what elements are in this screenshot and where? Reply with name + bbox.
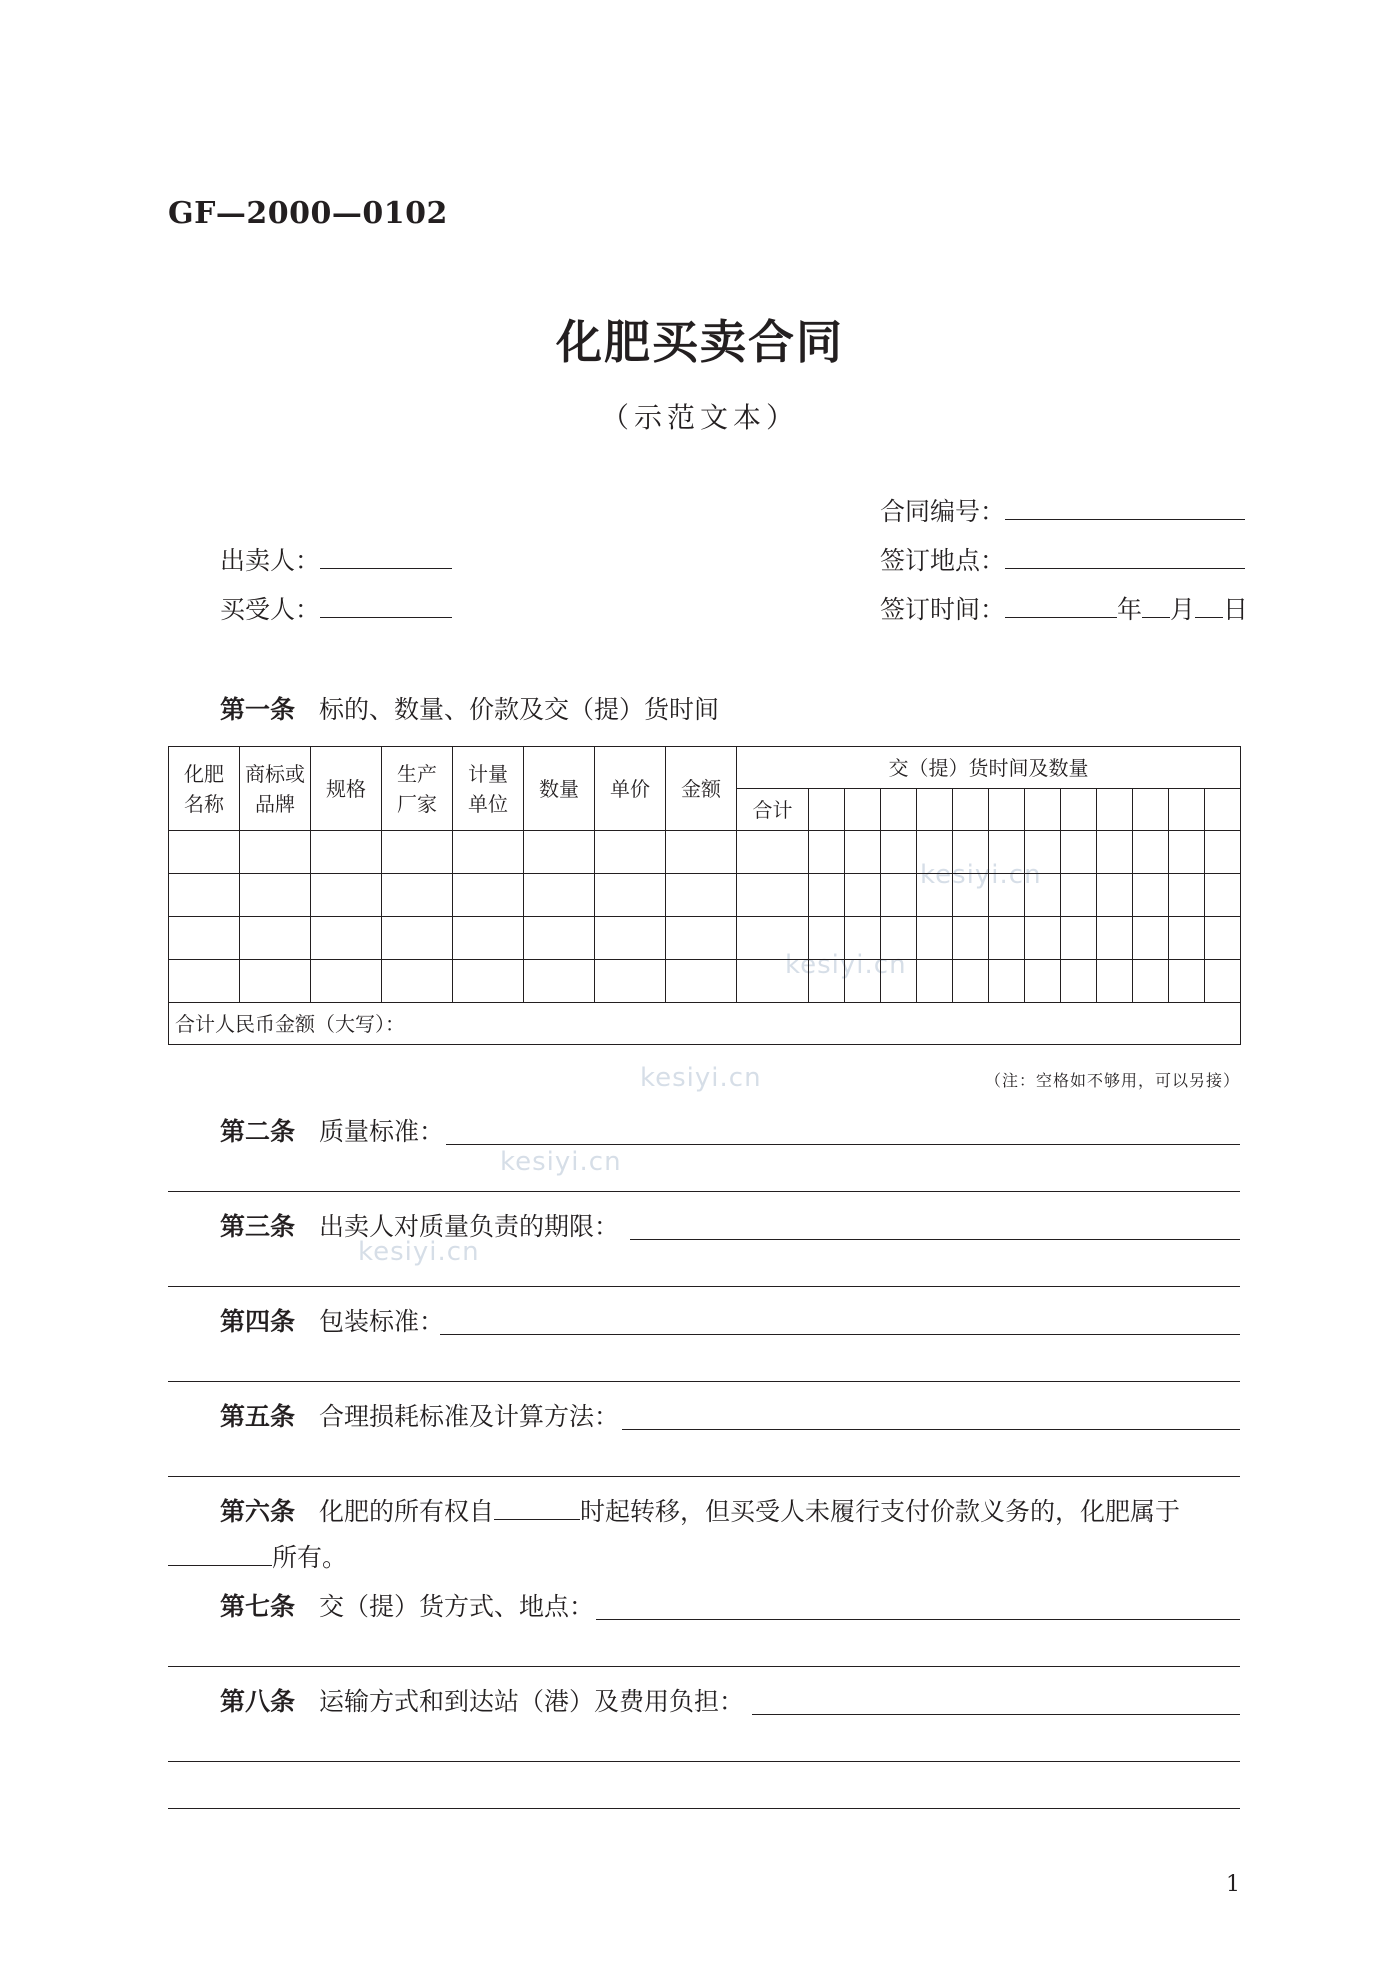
table-cell[interactable]: [953, 917, 989, 960]
table-cell[interactable]: [917, 874, 953, 917]
table-cell[interactable]: [1133, 789, 1169, 831]
header-quantity: 数量: [524, 747, 595, 831]
table-cell[interactable]: [311, 917, 382, 960]
header-brand: 商标或品牌: [240, 747, 311, 831]
watermark: kesiyi.cn: [358, 1237, 480, 1267]
table-cell[interactable]: [169, 960, 240, 1003]
table-cell[interactable]: [524, 831, 595, 874]
header-price: 单价: [595, 747, 666, 831]
table-cell[interactable]: [1025, 960, 1061, 1003]
article-8-text: 运输方式和到达站（港）及费用负担：: [319, 1687, 745, 1716]
article-4-number: 第四条: [220, 1307, 296, 1336]
table-cell[interactable]: [809, 789, 845, 831]
table-cell[interactable]: [737, 874, 809, 917]
article-5-number: 第五条: [220, 1402, 296, 1431]
article-6-line-2: [168, 1538, 347, 1574]
watermark: kesiyi.cn: [785, 950, 907, 980]
contract-number-label: 合同编号：: [880, 497, 1006, 526]
article-8-number: 第八条: [220, 1687, 296, 1716]
header-spec: 规格: [311, 747, 382, 831]
table-cell[interactable]: [1025, 874, 1061, 917]
table-cell[interactable]: [1169, 960, 1205, 1003]
table-note: （注：空格如不够用，可以另接）: [984, 1071, 1240, 1090]
table-cell[interactable]: [1169, 917, 1205, 960]
table-cell[interactable]: [1169, 831, 1205, 874]
table-cell[interactable]: [1025, 831, 1061, 874]
table-cell[interactable]: [311, 960, 382, 1003]
table-cell[interactable]: [1025, 917, 1061, 960]
table-cell[interactable]: [953, 831, 989, 874]
article-5-text: 合理损耗标准及计算方法：: [319, 1402, 620, 1431]
article-6-number: 第六条: [220, 1497, 296, 1526]
table-cell[interactable]: [917, 789, 953, 831]
document-subtitle: （示范文本）: [600, 401, 799, 434]
article-6: [220, 1492, 1240, 1528]
day-label: 日: [1223, 595, 1249, 624]
buyer-label: 买受人：: [220, 595, 321, 624]
table-cell[interactable]: [382, 874, 453, 917]
table-cell[interactable]: [881, 831, 917, 874]
article-6-text-3: 所有。: [272, 1543, 348, 1572]
table-cell[interactable]: [666, 917, 737, 960]
month-label: 月: [1170, 595, 1196, 624]
table-cell[interactable]: [1061, 789, 1097, 831]
table-cell[interactable]: [881, 917, 917, 960]
table-cell[interactable]: [845, 917, 881, 960]
page-number: 1: [1226, 1872, 1240, 1897]
goods-table: [168, 746, 1241, 1045]
sign-year-blank[interactable]: [1005, 595, 1117, 618]
table-cell[interactable]: [989, 917, 1025, 960]
sign-month-blank[interactable]: [1142, 595, 1170, 618]
table-row: [169, 831, 1241, 874]
document-title: 化肥买卖合同: [556, 315, 844, 369]
table-cell[interactable]: [1205, 917, 1241, 960]
table-cell[interactable]: [382, 917, 453, 960]
table-cell[interactable]: [1061, 917, 1097, 960]
article-7: [220, 1587, 594, 1623]
table-cell[interactable]: [595, 917, 666, 960]
article-8-blank-line[interactable]: [752, 1714, 1240, 1715]
article-7-blank-line[interactable]: [168, 1666, 1240, 1667]
table-cell[interactable]: [382, 831, 453, 874]
contract-number-blank[interactable]: [1005, 497, 1245, 520]
table-cell[interactable]: [1061, 874, 1097, 917]
table-cell[interactable]: [240, 874, 311, 917]
article-3: [220, 1207, 619, 1243]
table-cell[interactable]: [737, 960, 809, 1003]
article-8-blank-line[interactable]: [168, 1761, 1240, 1762]
seller-label: 出卖人：: [220, 546, 321, 575]
table-cell[interactable]: [809, 917, 845, 960]
article-8: [220, 1682, 744, 1718]
watermark: kesiyi.cn: [920, 860, 1042, 890]
article-4-blank-line[interactable]: [168, 1381, 1240, 1382]
header-amount: 金额: [666, 747, 737, 831]
table-cell[interactable]: [1133, 960, 1169, 1003]
year-label: 年: [1117, 595, 1143, 624]
article-2: [220, 1112, 444, 1148]
header-maker: 生产厂家: [382, 747, 453, 831]
table-cell[interactable]: [1169, 874, 1205, 917]
table-cell[interactable]: [881, 789, 917, 831]
table-cell[interactable]: [382, 960, 453, 1003]
table-cell[interactable]: [989, 831, 1025, 874]
table-cell[interactable]: [595, 874, 666, 917]
table-cell[interactable]: [1133, 917, 1169, 960]
table-row: [169, 960, 1241, 1003]
sign-day-blank[interactable]: [1195, 595, 1223, 618]
ownership-transfer-blank[interactable]: [494, 1497, 580, 1520]
table-cell[interactable]: [311, 831, 382, 874]
table-row: [169, 917, 1241, 960]
table-cell[interactable]: [524, 874, 595, 917]
table-cell[interactable]: [953, 874, 989, 917]
seller-blank[interactable]: [320, 546, 452, 569]
table-cell[interactable]: [737, 831, 809, 874]
table-cell[interactable]: [524, 960, 595, 1003]
table-cell[interactable]: [311, 874, 382, 917]
table-cell[interactable]: [845, 831, 881, 874]
article-7-text: 交（提）货方式、地点：: [319, 1592, 595, 1621]
table-cell[interactable]: [169, 917, 240, 960]
table-cell[interactable]: [845, 874, 881, 917]
table-cell[interactable]: [1061, 831, 1097, 874]
table-cell[interactable]: [1133, 831, 1169, 874]
sign-time-label: 签订时间：: [880, 595, 1006, 624]
table-cell[interactable]: [1205, 831, 1241, 874]
watermark: kesiyi.cn: [500, 1147, 622, 1177]
table-cell[interactable]: [524, 917, 595, 960]
sign-place-field: [880, 541, 1245, 577]
article-3-number: 第三条: [220, 1212, 296, 1241]
table-cell[interactable]: [595, 831, 666, 874]
article-7-blank-line[interactable]: [596, 1619, 1240, 1620]
contract-number-field: [880, 492, 1245, 528]
article-3-text: 出卖人对质量负责的期限：: [319, 1212, 620, 1241]
table-cell[interactable]: [169, 831, 240, 874]
article-7-number: 第七条: [220, 1592, 296, 1621]
ownership-party-blank[interactable]: [168, 1543, 272, 1566]
article-6-text-2: 时起转移，但买受人未履行支付价款义务的，化肥属于: [580, 1497, 1181, 1526]
header-delivery: 交（提）货时间及数量: [737, 747, 1241, 789]
table-cell[interactable]: [1097, 874, 1133, 917]
article-2-blank-line[interactable]: [446, 1144, 1240, 1145]
table-row: [169, 874, 1241, 917]
table-cell[interactable]: [1205, 789, 1241, 831]
article-5-blank-line[interactable]: [168, 1476, 1240, 1477]
table-cell[interactable]: [1025, 789, 1061, 831]
sign-place-blank[interactable]: [1005, 546, 1245, 569]
table-cell[interactable]: [453, 874, 524, 917]
article-1-number: 第一条: [220, 695, 296, 724]
table-cell[interactable]: [989, 874, 1025, 917]
article-1: [220, 690, 719, 726]
table-cell[interactable]: [953, 789, 989, 831]
table-cell[interactable]: [1097, 831, 1133, 874]
article-8-blank-line[interactable]: [168, 1808, 1240, 1809]
header-unit: 计量单位: [453, 747, 524, 831]
table-cell[interactable]: [453, 831, 524, 874]
table-cell[interactable]: [1097, 789, 1133, 831]
table-cell[interactable]: [666, 960, 737, 1003]
sign-place-label: 签订地点：: [880, 546, 1006, 575]
article-4-blank-line[interactable]: [440, 1334, 1240, 1335]
article-5: [220, 1397, 619, 1433]
buyer-blank[interactable]: [320, 595, 452, 618]
table-cell[interactable]: [240, 917, 311, 960]
article-3-blank-line[interactable]: [630, 1239, 1240, 1240]
table-cell[interactable]: [240, 960, 311, 1003]
header-name: 化肥名称: [169, 747, 240, 831]
article-4: [220, 1302, 444, 1338]
table-cell[interactable]: [1097, 917, 1133, 960]
table-cell[interactable]: [989, 789, 1025, 831]
total-amount-row[interactable]: 合计人民币金额（大写）：: [169, 1003, 1241, 1045]
article-2-blank-line[interactable]: [168, 1191, 1240, 1192]
table-cell[interactable]: [240, 831, 311, 874]
table-cell[interactable]: [953, 960, 989, 1003]
table-cell[interactable]: [453, 917, 524, 960]
table-cell[interactable]: [666, 874, 737, 917]
table-cell[interactable]: [809, 960, 845, 1003]
table-cell[interactable]: [1205, 960, 1241, 1003]
buyer-field: [220, 590, 452, 626]
header-total: 合计: [737, 789, 809, 831]
article-2-text: 质量标准：: [319, 1117, 445, 1146]
table-cell[interactable]: [917, 960, 953, 1003]
article-5-blank-line[interactable]: [622, 1429, 1240, 1430]
table-cell[interactable]: [453, 960, 524, 1003]
table-cell[interactable]: [666, 831, 737, 874]
article-4-text: 包装标准：: [319, 1307, 445, 1336]
table-cell[interactable]: [595, 960, 666, 1003]
table-cell[interactable]: [1205, 874, 1241, 917]
table-cell[interactable]: [1097, 960, 1133, 1003]
table-cell[interactable]: [917, 831, 953, 874]
table-cell[interactable]: [881, 874, 917, 917]
table-cell[interactable]: [845, 960, 881, 1003]
table-cell[interactable]: [169, 874, 240, 917]
watermark: kesiyi.cn: [640, 1063, 762, 1093]
article-3-blank-line[interactable]: [168, 1286, 1240, 1287]
table-cell[interactable]: [881, 960, 917, 1003]
table-cell[interactable]: [809, 831, 845, 874]
table-cell[interactable]: [737, 917, 809, 960]
table-cell[interactable]: [845, 789, 881, 831]
document-code: GF—2000—0102: [168, 196, 448, 231]
sign-time-field: [880, 590, 1248, 626]
table-cell[interactable]: [1061, 960, 1097, 1003]
table-cell[interactable]: [917, 917, 953, 960]
table-cell[interactable]: [1133, 874, 1169, 917]
article-2-number: 第二条: [220, 1117, 296, 1146]
table-cell[interactable]: [989, 960, 1025, 1003]
article-1-text: 标的、数量、价款及交（提）货时间: [319, 695, 720, 724]
article-6-text-1: 化肥的所有权自: [319, 1497, 495, 1526]
table-cell[interactable]: [1169, 789, 1205, 831]
table-cell[interactable]: [809, 874, 845, 917]
seller-field: [220, 541, 452, 577]
